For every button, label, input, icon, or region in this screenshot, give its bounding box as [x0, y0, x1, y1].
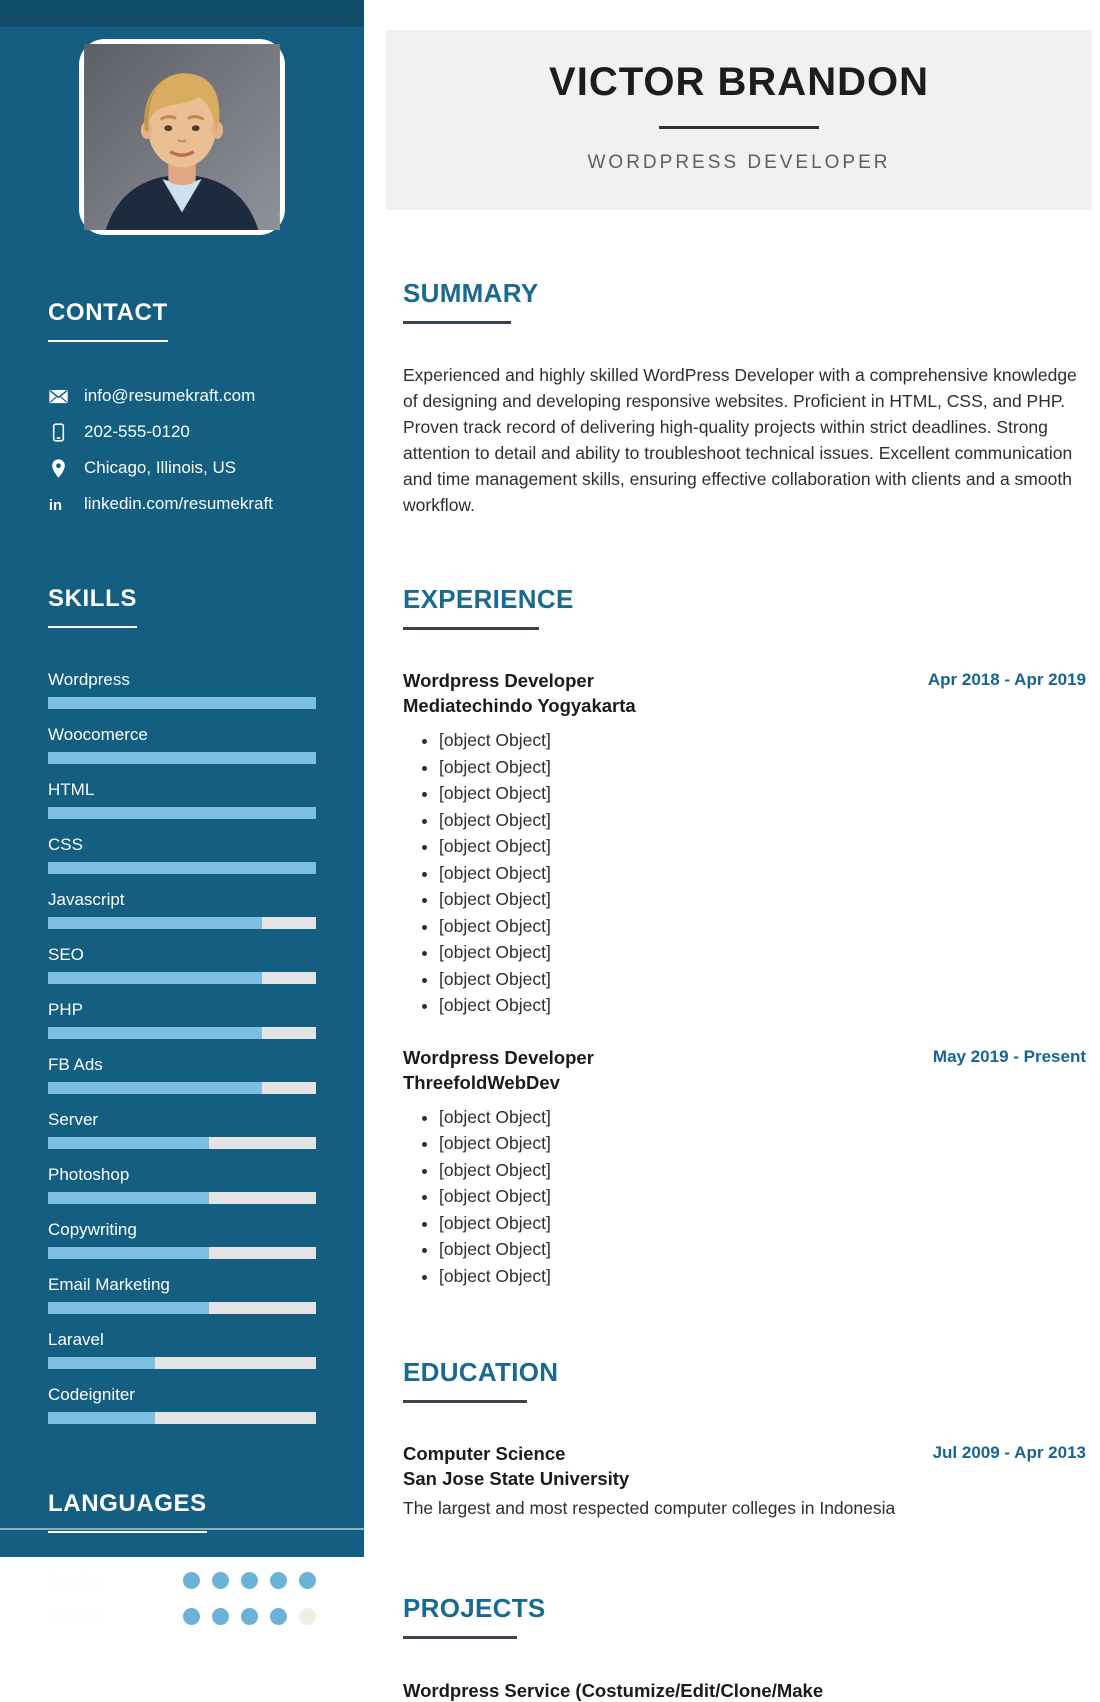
- skill-bar-track: [48, 972, 316, 984]
- email-icon: [48, 386, 69, 407]
- languages-list: [48, 1570, 316, 1627]
- skill-label: SEO: [48, 944, 84, 964]
- job-company: Mediatechindo Yogyakarta: [403, 695, 636, 717]
- contact-item-location[interactable]: [48, 458, 316, 479]
- contact-location-text: Chicago, Illinois, US: [84, 458, 237, 478]
- education-heading: EDUCATION: [403, 1357, 558, 1403]
- skills-section: [48, 565, 316, 1424]
- job-bullet: • [object Object]: [439, 1263, 1086, 1290]
- job-bullet: • [object Object]: [439, 1104, 1086, 1131]
- name-divider: [659, 126, 819, 129]
- skills-list: [48, 670, 316, 1424]
- skill-item: [48, 1220, 316, 1259]
- skill-label: Copywriting: [48, 1219, 137, 1239]
- projects-section: [403, 1571, 1086, 1701]
- skill-item: [48, 1275, 316, 1314]
- skill-bar-track: [48, 862, 316, 874]
- skill-label: Photoshop: [48, 1164, 130, 1184]
- skill-label: Javascript: [48, 889, 125, 909]
- education-section: [403, 1335, 1086, 1521]
- job-bullet: • [object Object]: [439, 807, 1086, 834]
- language-row: [48, 1570, 316, 1591]
- job-bullet: • [object Object]: [439, 992, 1086, 1019]
- skill-label: Email Marketing: [48, 1274, 170, 1294]
- job-bullet-list: [403, 1104, 1086, 1290]
- profile-photo-illustration: [84, 44, 280, 230]
- skill-bar-track: [48, 1082, 316, 1094]
- skill-bar-fill: [48, 972, 262, 984]
- job-dates: May 2019 - Present: [932, 1046, 1086, 1066]
- job-dates: Apr 2018 - Apr 2019: [927, 670, 1086, 690]
- skill-bar-track: [48, 807, 316, 819]
- skill-bar-track: [48, 752, 316, 764]
- language-level-dot-filled: [299, 1572, 316, 1589]
- summary-section: [403, 256, 1086, 518]
- job-bullet: • [object Object]: [439, 860, 1086, 887]
- skill-bar-fill: [48, 1357, 155, 1369]
- education-dates: Jul 2009 - Apr 2013: [932, 1443, 1086, 1463]
- language-level-dot-empty: [299, 1608, 316, 1625]
- job-bullet: • [object Object]: [439, 1183, 1086, 1210]
- language-label: English: [48, 1570, 106, 1591]
- job-title: Wordpress Developer: [403, 1046, 594, 1068]
- language-level-dots: [183, 1572, 316, 1589]
- skill-bar-fill: [48, 1412, 155, 1424]
- job-bullet-list: [403, 727, 1086, 1019]
- contact-item-linkedin[interactable]: [48, 494, 316, 515]
- sidebar-top-band: [0, 0, 364, 27]
- phone-icon: [48, 422, 69, 443]
- skill-label: HTML: [48, 779, 95, 799]
- languages-heading: LANGUAGES: [48, 1490, 207, 1533]
- skill-bar-track: [48, 1357, 316, 1369]
- name-header: [386, 30, 1092, 210]
- person-name: VICTOR BRANDON: [549, 60, 929, 104]
- skill-item: [48, 1055, 316, 1094]
- skill-bar-track: [48, 1302, 316, 1314]
- summary-text: Experienced and highly skilled WordPress Developer with a comprehensive knowledge of designing and developing responsive websites. Proficient in HTML, CSS, and PHP. Proven track record of delivering high-quality projects within strict deadlines. Strong attention to detail and ability to troubleshoot technical issues. Excellent communication and time management skills, ensuring effective collaboration with clients and a smooth workflow.: [403, 365, 1077, 516]
- skill-item: [48, 835, 316, 874]
- language-row: [48, 1606, 316, 1627]
- projects-list: [403, 1680, 1086, 1702]
- skill-label: FB Ads: [48, 1054, 103, 1074]
- language-level-dot-filled: [270, 1608, 287, 1625]
- skill-item: [48, 945, 316, 984]
- skill-bar-fill: [48, 1027, 262, 1039]
- skill-bar-fill: [48, 1137, 209, 1149]
- language-level-dot-filled: [270, 1572, 287, 1589]
- contact-email-text: info@resumekraft.com: [84, 386, 256, 406]
- skill-bar-fill: [48, 1302, 209, 1314]
- skill-bar-track: [48, 1247, 316, 1259]
- skill-item: [48, 1000, 316, 1039]
- skill-bar-fill: [48, 1192, 209, 1204]
- profile-photo: [79, 39, 285, 235]
- language-level-dot-filled: [212, 1608, 229, 1625]
- linkedin-icon: [48, 494, 69, 515]
- skill-label: Woocomerce: [48, 724, 148, 744]
- location-icon: [48, 458, 69, 479]
- experience-section: [403, 562, 1086, 1289]
- project-title: Wordpress Service (Costumize/Edit/Clone/Make: [403, 1679, 824, 1701]
- skill-item: [48, 1330, 316, 1369]
- skill-bar-track: [48, 1412, 316, 1424]
- skill-item: [48, 1165, 316, 1204]
- skill-item: [48, 1385, 316, 1424]
- skill-bar-track: [48, 1192, 316, 1204]
- contact-list: [48, 386, 316, 515]
- experience-jobs: [403, 668, 1086, 1289]
- languages-section: [48, 1470, 316, 1628]
- skill-bar-fill: [48, 807, 316, 819]
- job-bullet: • [object Object]: [439, 754, 1086, 781]
- skill-label: PHP: [48, 999, 83, 1019]
- skill-bar-fill: [48, 1247, 209, 1259]
- skills-heading: SKILLS: [48, 585, 137, 628]
- contact-item-phone[interactable]: [48, 422, 316, 443]
- skill-bar-fill: [48, 697, 316, 709]
- skill-label: Server: [48, 1109, 99, 1129]
- sidebar: [0, 0, 364, 1627]
- language-label: French: [48, 1606, 103, 1627]
- job-bullet: • [object Object]: [439, 1130, 1086, 1157]
- skill-item: [48, 1110, 316, 1149]
- contact-phone-text: 202-555-0120: [84, 422, 190, 442]
- contact-heading: CONTACT: [48, 299, 168, 342]
- experience-heading: EXPERIENCE: [403, 584, 574, 630]
- job-bullet: • [object Object]: [439, 727, 1086, 754]
- job-bullet: • [object Object]: [439, 913, 1086, 940]
- education-description: The largest and most respected computer colleges in Indonesia: [403, 1498, 896, 1519]
- job-company: ThreefoldWebDev: [403, 1071, 560, 1093]
- education-entry: [403, 1441, 1086, 1521]
- job-bullet: • [object Object]: [439, 1236, 1086, 1263]
- language-level-dot-filled: [183, 1572, 200, 1589]
- job-bullet: • [object Object]: [439, 886, 1086, 913]
- contact-item-email[interactable]: [48, 386, 316, 407]
- skill-label: Wordpress: [48, 669, 130, 689]
- language-level-dot-filled: [212, 1572, 229, 1589]
- person-job-title: WORDPRESS DEVELOPER: [587, 152, 891, 173]
- skill-bar-fill: [48, 752, 316, 764]
- education-entries: [403, 1441, 1086, 1521]
- skill-item: [48, 670, 316, 709]
- experience-job: [403, 1045, 1086, 1290]
- skill-label: CSS: [48, 834, 83, 854]
- project-item: [403, 1680, 1086, 1702]
- svg-text:in: in: [48, 497, 63, 514]
- job-title: Wordpress Developer: [403, 670, 594, 692]
- job-bullet: • [object Object]: [439, 1210, 1086, 1237]
- projects-heading: PROJECTS: [403, 1593, 546, 1639]
- job-bullet: • [object Object]: [439, 1157, 1086, 1184]
- skill-bar-track: [48, 917, 316, 929]
- skill-bar-fill: [48, 917, 262, 929]
- language-level-dot-filled: [241, 1572, 258, 1589]
- job-bullet: • [object Object]: [439, 966, 1086, 993]
- language-level-dot-filled: [183, 1608, 200, 1625]
- job-bullet: • [object Object]: [439, 780, 1086, 807]
- education-school: San Jose State University: [403, 1468, 630, 1490]
- skill-label: Codeigniter: [48, 1384, 135, 1404]
- main-column: [364, 0, 1100, 1701]
- job-bullet: • [object Object]: [439, 833, 1086, 860]
- skill-item: [48, 725, 316, 764]
- skill-item: [48, 890, 316, 929]
- skill-label: Laravel: [48, 1329, 104, 1349]
- skill-bar-track: [48, 1027, 316, 1039]
- skill-bar-fill: [48, 862, 316, 874]
- experience-job: [403, 668, 1086, 1019]
- language-level-dots: [183, 1608, 316, 1625]
- skill-bar-track: [48, 697, 316, 709]
- contact-linkedin-text: linkedin.com/resumekraft: [84, 494, 273, 514]
- sidebar-bottom-divider: [0, 1528, 364, 1530]
- job-bullet: • [object Object]: [439, 939, 1086, 966]
- summary-heading: SUMMARY: [403, 278, 538, 324]
- skill-bar-track: [48, 1137, 316, 1149]
- skill-bar-fill: [48, 1082, 262, 1094]
- education-degree: Computer Science: [403, 1443, 566, 1465]
- skill-item: [48, 780, 316, 819]
- language-level-dot-filled: [241, 1608, 258, 1625]
- contact-section: [48, 279, 316, 515]
